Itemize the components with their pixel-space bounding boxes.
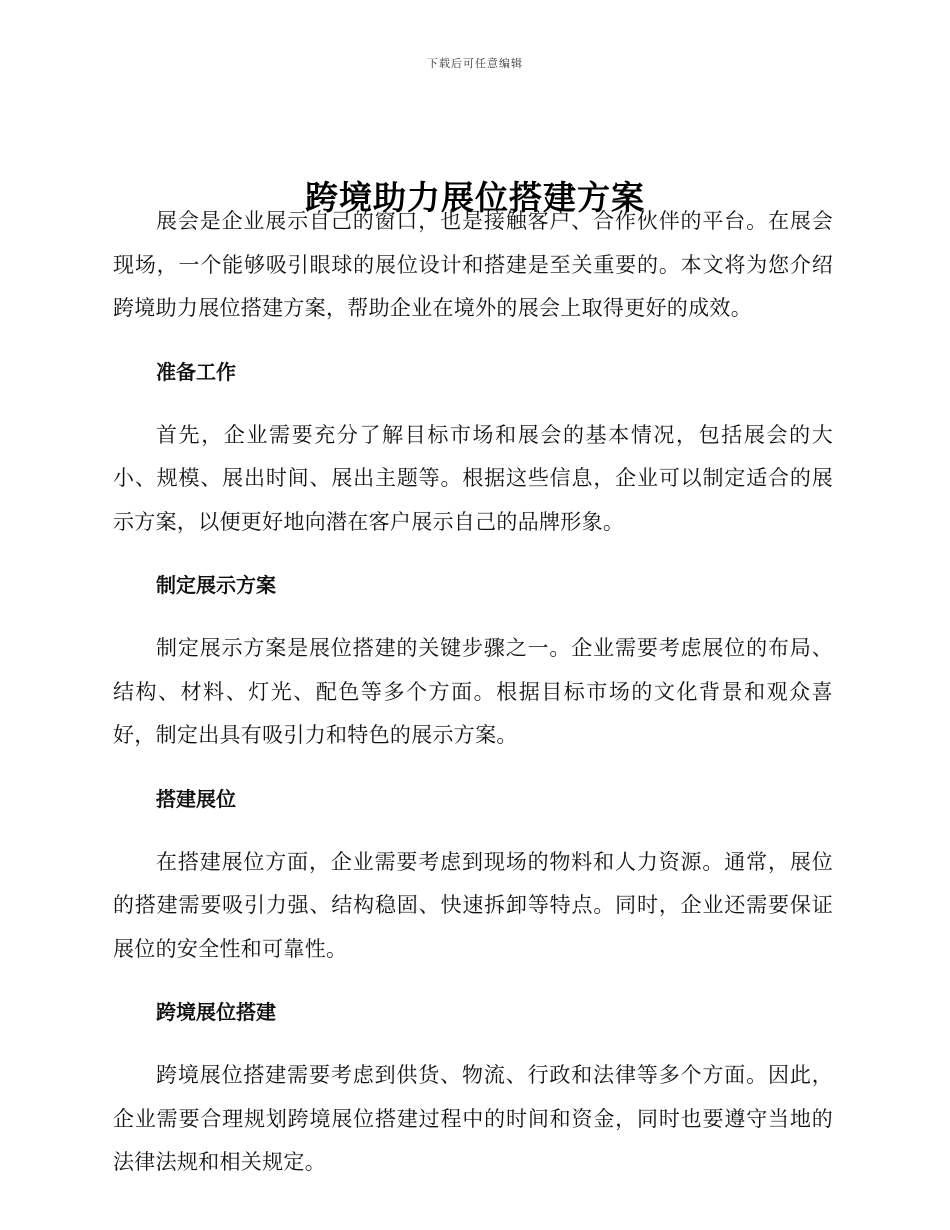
section-heading-build: 搭建展位: [156, 786, 236, 811]
section-body-build: 在搭建展位方面，企业需要考虑到现场的物料和人力资源。通常，展位的搭建需要吸引力强、结构稳固、快速拆卸等特点。同时，企业还需要保证展位的安全性和可靠性。: [113, 849, 833, 961]
document-body: [113, 200, 833, 1185]
section-body-preparation: 首先，企业需要充分了解目标市场和展会的基本情况，包括展会的大小、规模、展出时间、展出主题等。根据这些信息，企业可以制定适合的展示方案，以便更好地向潜在客户展示自己的品牌形象。: [113, 422, 833, 534]
header-note: 下载后可任意编辑: [427, 57, 523, 70]
intro-paragraph: 展会是企业展示自己的窗口，也是接触客户、合作伙伴的平台。在展会现场，一个能够吸引眼球的展位设计和搭建是至关重要的。本文将为您介绍跨境助力展位搭建方案，帮助企业在境外的展会上取得更好的成效。: [113, 209, 833, 320]
document-title: 跨境助力展位搭建方案: [305, 178, 645, 218]
section-heading-preparation: 准备工作: [156, 359, 236, 384]
section-body-plan: 制定展示方案是展位搭建的关键步骤之一。企业需要考虑展位的布局、结构、材料、灯光、配色等多个方面。根据目标市场的文化背景和观众喜好，制定出具有吸引力和特色的展示方案。: [113, 636, 833, 747]
section-body-cross-border: 跨境展位搭建需要考虑到供货、物流、行政和法律等多个方面。因此，企业需要合理规划跨境展位搭建过程中的时间和资金，同时也要遵守当地的法律法规和相关规定。: [113, 1063, 833, 1174]
section-heading-plan: 制定展示方案: [156, 573, 276, 597]
section-heading-cross-border: 跨境展位搭建: [156, 1000, 276, 1024]
